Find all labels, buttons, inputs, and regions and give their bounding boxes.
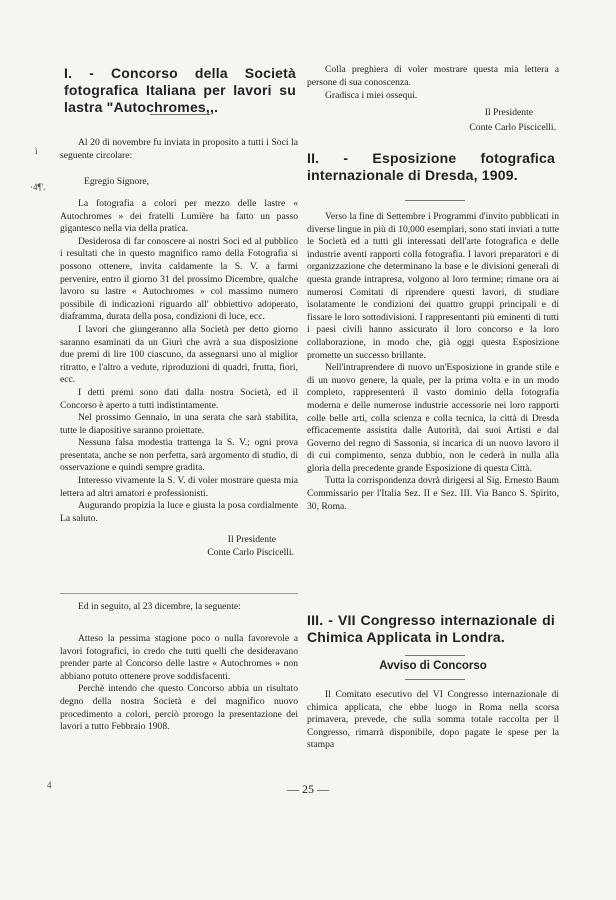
margin-mark: 4 [47, 780, 52, 790]
margin-mark: ì [35, 146, 38, 156]
salutation: Egregio Signore, [84, 176, 150, 187]
article-paragraph: Il Comitato esecutivo del VI Congresso internazionale di chimica applicata, che ebbe luogo in Roma nella scorsa primavera, prevede, che sulla somma totale raccolta per il Congresso, rimarrà disponibile, dopo pagate le spese per la stampa [307, 689, 559, 751]
letter-paragraph: Interesso vivamente la S. V. di voler mostrare questa mia lettera ad altri amatori e professionisti. [60, 475, 298, 499]
exposition-body [307, 211, 559, 513]
signature-name: Conte Carlo Piscicelli. [469, 122, 556, 133]
section-heading-1: I. - Concorso della Società fotografica Italiana per lavori su lastra "Autochromes,,. [64, 65, 296, 115]
letter-body [60, 198, 298, 559]
followup-intro: Ed in seguito, al 23 dicembre, la seguente: [78, 601, 241, 612]
letter-closing: Gradisca i miei ossequi. [325, 90, 418, 101]
section-heading-3: III. - VII Congresso internazionale di Chimica Applicata in Londra. [307, 612, 555, 645]
divider [60, 593, 298, 594]
second-letter [60, 633, 298, 734]
signature-title: Il Presidente [484, 107, 533, 118]
article-paragraph: Tutta la corrispondenza dovrà dirigersi al Sig. Ernesto Baum Commissario per l'Italia Sez. II e Sez. III. Via Banco S. Spirito, 30, Roma. [307, 475, 559, 512]
letter-paragraph: Atteso la pessima stagione poco o nulla favorevole a lavori fotografici, io credo che tutti quelli che desideravano prender parte al Concorso delle lastre « Autochromes » non abbiano potuto ottenere prove soddisfacenti. [60, 633, 298, 682]
margin-mark: ·4¶'. [30, 182, 46, 192]
subheading: Avviso di Concorso [379, 660, 487, 672]
letter-continuation: Colla preghiera di voler mostrare questa mia lettera a persone di sua conoscenza. [307, 64, 559, 88]
letter-paragraph: Nessuna falsa modestia trattenga la S. V.; ogni prova presentata, anche se non perfetta, sarà argomento di studio, di osservazione e quindi sempre gradita. [60, 437, 298, 474]
letter-paragraph: Desiderosa di far conoscere ai nostri Soci ed al pubblico i resultati che in questo magnifico ramo della Fotografia si possono ottenere, invita caldamente la S. V. a farmi pervenire, entro il giorno 31 del prossimo Dicembre, qualche lavoro su lastre « Autochromes » col massimo numero possibile di indicazioni riguardo all' obbiettivo adoperato, diaframma, durata della posa, condizioni di luce, ecc. [60, 235, 298, 323]
letter-paragraph: I detti premi sono dati dalla nostra Società, ed il Concorso è aperto a tutti indistintamente. [60, 386, 298, 411]
signature-title: Il Presidente [227, 534, 276, 546]
article-paragraph: Nell'intraprendere di nuovo un'Esposizione in grande stile e di un nuovo genere, la quale, per la prima volta e in un modo completo, rappresenterà il vasto dominio della fotografia moderna e delle numerose industrie accessorie nei loro rapporti colle belle arti, colla scienza e colla tecnica, la città di Dresda efficacemente assistita dalle Autorità, dai suoi Artisti e dal Governo del regno di Sassonia, si incarica di un nuovo lavoro il di cui compimento, senza dubbio, non le cederà in nulla alla gloria della precedente grande Esposizione di questa Città. [307, 362, 559, 474]
letter-paragraph: Nel prossimo Gennaio, in una serata che sarà stabilita, tutte le diapositive saranno proiettate. [60, 412, 298, 436]
letter-paragraph: Augurando propizia la luce e giusta la posa cordialmente La saluto. [60, 500, 298, 524]
signature-name: Conte Carlo Piscicelli. [207, 547, 294, 559]
letter-paragraph: Perchè intendo che questo Concorso abbia un risultato degno della nostra Società e del magnifico nuovo procedimento a colori, perciò prorogo la presentazione dei lavori a tutto Febbraio 1908. [60, 683, 298, 733]
letter-paragraph: La fotografia a colori per mezzo delle lastre « Autochromes » dei fratelli Lumière ha fatto un passo gigantesco nella via della pratica. [60, 198, 298, 235]
divider [405, 200, 465, 201]
letter-paragraph: I lavori che giungeranno alla Società per detto giorno saranno esaminati da un Giurì che avrà a sua disposizione due premi di lire 100 ciascuno, da assegnarsi uno al miglior ritratto, e l'altro a vedute, riproduzioni di quadri, frutta, fiori, ecc. [60, 323, 298, 386]
section-heading-2: II. - Esposizione fotografica internazionale di Dresda, 1909. [307, 150, 555, 183]
article-paragraph: Verso la fine di Settembre i Programmi d'invito pubblicati in diverse lingue in più di 10,000 esemplari, sono stati inviati a tutte le Società ed a tutti gli interessati dell'arte fotografica e delle industrie aventi rapporti colla fotografia. I lavori preparatori e di organizzazione che determinano la base e le divisioni generali di questa grande intrapresa, volgono al loro termine; rimane ora ai numerosi Comitati di riprendere questi lavori, di studiare isolatamente le condizioni dei quattro gruppi principali e di fissare le loro sottodivisioni. I rappresentanti più eminenti di tutti i paesi civili hanno assicurato il loro concorso e la loro collaborazione, in modo che, già oggi questa Esposizione promette un successo brillante. [307, 211, 559, 361]
page-number: — 25 — [287, 782, 329, 796]
divider [405, 655, 465, 656]
intro-paragraph: Al 20 di novembre fu inviata in proposito a tutti i Soci la seguente circolare: [60, 137, 298, 161]
divider [405, 679, 465, 680]
divider [150, 114, 210, 115]
